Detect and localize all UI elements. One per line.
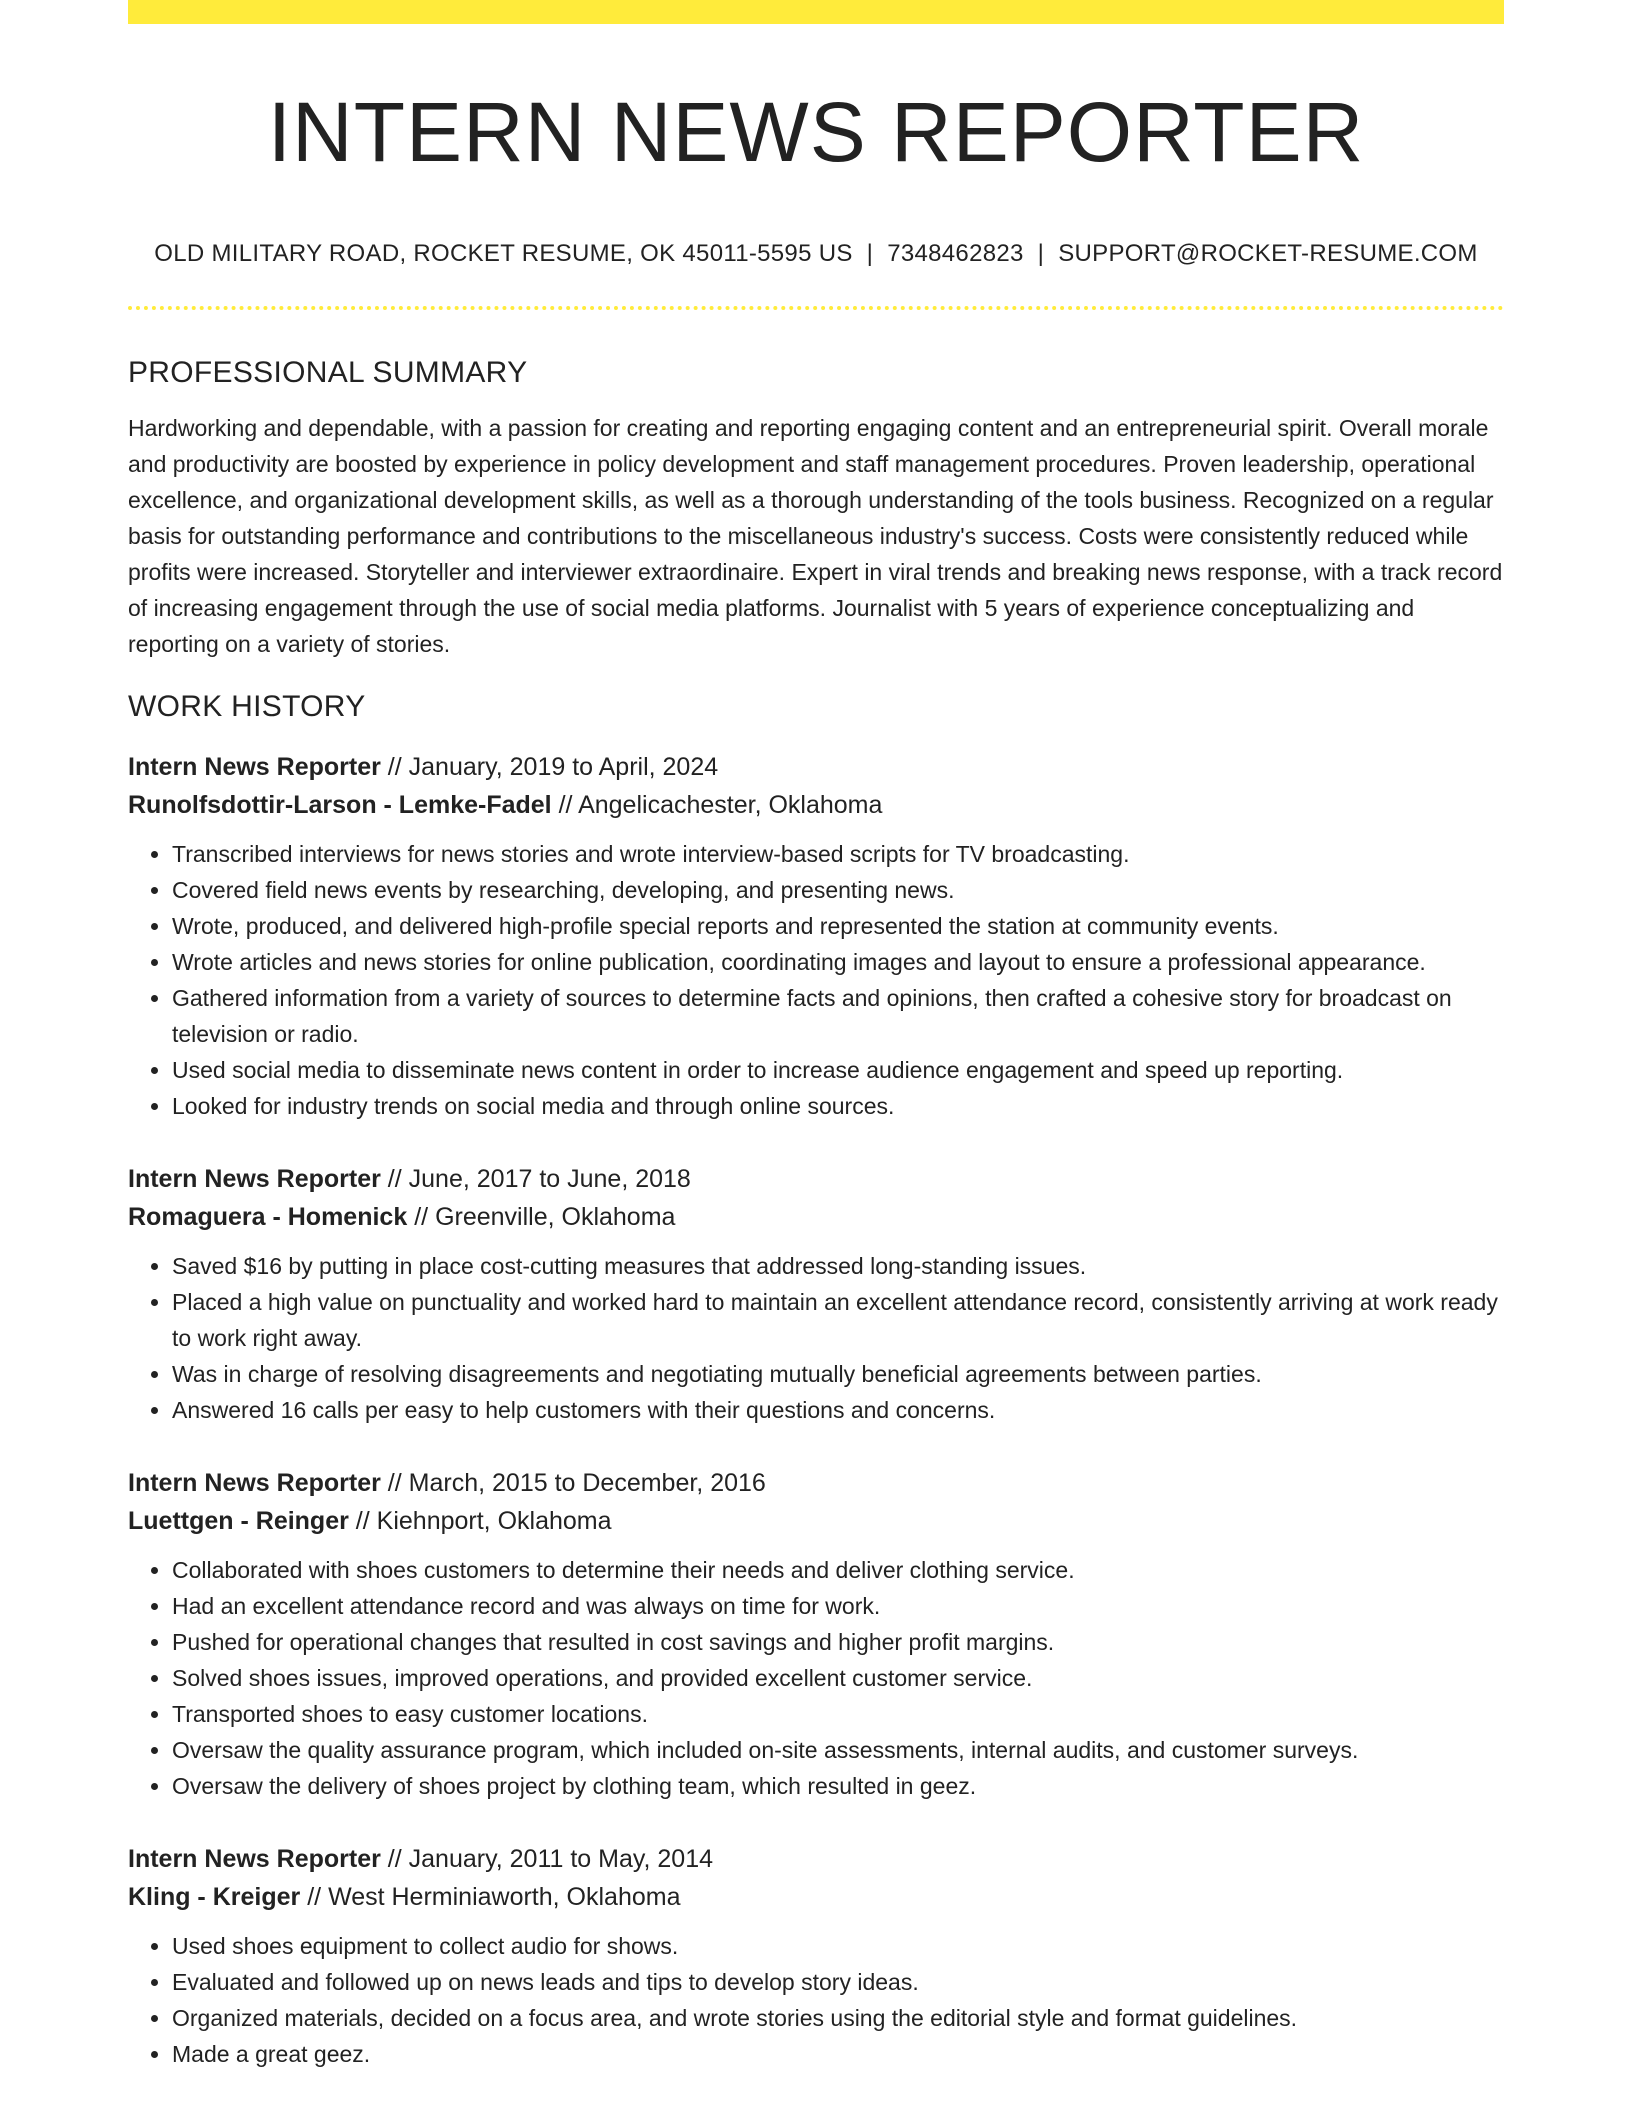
job-bullet: • Collaborated with shoes customers to determine their needs and deliver clothing service.: [172, 1552, 1504, 1588]
job-location: Angelicachester, Oklahoma: [578, 791, 883, 820]
job-bullet: • Wrote articles and news stories for online publication, coordinating images and layout to ensure a professional appearance.: [172, 944, 1504, 980]
job-company: Romaguera - Homenick: [128, 1203, 408, 1232]
job-location: Kiehnport, Oklahoma: [376, 1507, 612, 1536]
job-location: Greenville, Oklahoma: [435, 1203, 676, 1232]
job-divider: //: [387, 753, 402, 782]
contact-line: [128, 240, 1504, 268]
job-role-line: [128, 748, 1504, 786]
job-role-line: [128, 1160, 1504, 1198]
job-bullet: • Looked for industry trends on social media and through online sources.: [172, 1088, 1504, 1124]
job-role: Intern News Reporter: [128, 753, 381, 782]
job-bullet: • Covered field news events by researching, developing, and presenting news.: [172, 872, 1504, 908]
job-bullets: [128, 1248, 1504, 1428]
job-company-line: [128, 1198, 1504, 1236]
job-role: Intern News Reporter: [128, 1845, 381, 1874]
job-bullet: • Transported shoes to easy customer locations.: [172, 1696, 1504, 1732]
contact-separator: |: [866, 240, 874, 268]
job-bullet: • Evaluated and followed up on news leads and tips to develop story ideas.: [172, 1964, 1504, 2000]
job-company-line: [128, 1502, 1504, 1540]
job-bullet: • Gathered information from a variety of sources to determine facts and opinions, then crafted a cohesive story for broadcast on television or radio.: [172, 980, 1504, 1052]
summary-heading: PROFESSIONAL SUMMARY: [128, 356, 528, 390]
job-dates: January, 2011 to May, 2014: [408, 1845, 714, 1874]
job-bullets: [128, 1928, 1504, 2072]
job-divider: //: [387, 1845, 402, 1874]
job-entry: [128, 1160, 1504, 1428]
job-company-line: [128, 786, 1504, 824]
job-entry: [128, 1840, 1504, 2072]
job-role: Intern News Reporter: [128, 1165, 381, 1194]
contact-email: SUPPORT@ROCKET-RESUME.COM: [1058, 240, 1478, 268]
job-bullet: • Used shoes equipment to collect audio for shows.: [172, 1928, 1504, 1964]
job-entry: [128, 1464, 1504, 1804]
job-bullet: • Used social media to disseminate news content in order to increase audience engagement and speed up reporting.: [172, 1052, 1504, 1088]
job-bullet: • Oversaw the quality assurance program, which included on-site assessments, internal audits, and customer surveys.: [172, 1732, 1504, 1768]
job-bullet: • Organized materials, decided on a focus area, and wrote stories using the editorial style and format guidelines.: [172, 2000, 1504, 2036]
job-bullet: • Was in charge of resolving disagreements and negotiating mutually beneficial agreements between parties.: [172, 1356, 1504, 1392]
job-divider: //: [355, 1507, 370, 1536]
job-role-line: [128, 1464, 1504, 1502]
job-company: Kling - Kreiger: [128, 1883, 301, 1912]
job-dates: June, 2017 to June, 2018: [408, 1165, 691, 1194]
job-company: Luettgen - Reinger: [128, 1507, 349, 1536]
contact-separator: |: [1037, 240, 1045, 268]
job-divider: //: [414, 1203, 429, 1232]
job-bullet: • Transcribed interviews for news stories and wrote interview-based scripts for TV broadcasting.: [172, 836, 1504, 872]
job-bullet: • Solved shoes issues, improved operations, and provided excellent customer service.: [172, 1660, 1504, 1696]
work-history-heading: WORK HISTORY: [128, 690, 366, 724]
job-company: Runolfsdottir-Larson - Lemke-Fadel: [128, 791, 552, 820]
job-role: Intern News Reporter: [128, 1469, 381, 1498]
dotted-divider: [128, 306, 1504, 310]
summary-text: Hardworking and dependable, with a passion for creating and reporting engaging content and an entrepreneurial spirit. Overall morale and productivity are boosted by experience in policy development and staff management procedures. Proven leadership, operational excellence, and organizational development skills, as well as a thorough understanding of the tools business. Recognized on a regular basis for outstanding performance and contributions to the miscellaneous industry's success. Costs were consistently reduced while profits were increased. Storyteller and interviewer extraordinaire. Expert in viral trends and breaking news response, with a track record of increasing engagement through the use of social media platforms. Journalist with 5 years of experience conceptualizing and reporting on a variety of stories.: [128, 415, 1503, 658]
contact-address: OLD MILITARY ROAD, ROCKET RESUME, OK 45011-5595 US: [154, 240, 853, 268]
job-divider: //: [558, 791, 573, 820]
job-bullet: • Oversaw the delivery of shoes project by clothing team, which resulted in geez.: [172, 1768, 1504, 1804]
job-company-line: [128, 1878, 1504, 1916]
job-bullet: • Pushed for operational changes that resulted in cost savings and higher profit margins.: [172, 1624, 1504, 1660]
job-entry: [128, 748, 1504, 1124]
contact-phone: 7348462823: [887, 240, 1024, 268]
work-history-list: [128, 748, 1504, 2072]
job-bullet: • Made a great geez.: [172, 2036, 1504, 2072]
job-bullets: [128, 1552, 1504, 1804]
job-bullet: • Had an excellent attendance record and was always on time for work.: [172, 1588, 1504, 1624]
job-divider: //: [387, 1469, 402, 1498]
job-divider: //: [307, 1883, 322, 1912]
job-dates: January, 2019 to April, 2024: [408, 753, 719, 782]
job-location: West Herminiaworth, Oklahoma: [328, 1883, 681, 1912]
job-bullets: [128, 836, 1504, 1124]
job-bullet: • Saved $16 by putting in place cost-cutting measures that addressed long-standing issues.: [172, 1248, 1504, 1284]
resume-title: INTERN NEWS REPORTER: [267, 85, 1365, 179]
job-bullet: • Placed a high value on punctuality and worked hard to maintain an excellent attendance record, consistently arriving at work ready to work right away.: [172, 1284, 1504, 1356]
job-bullet: • Answered 16 calls per easy to help customers with their questions and concerns.: [172, 1392, 1504, 1428]
resume-page: [128, 0, 1504, 2072]
job-role-line: [128, 1840, 1504, 1878]
job-divider: //: [387, 1165, 402, 1194]
job-dates: March, 2015 to December, 2016: [408, 1469, 766, 1498]
job-bullet: • Wrote, produced, and delivered high-profile special reports and represented the station at community events.: [172, 908, 1504, 944]
accent-bar: [128, 0, 1504, 24]
